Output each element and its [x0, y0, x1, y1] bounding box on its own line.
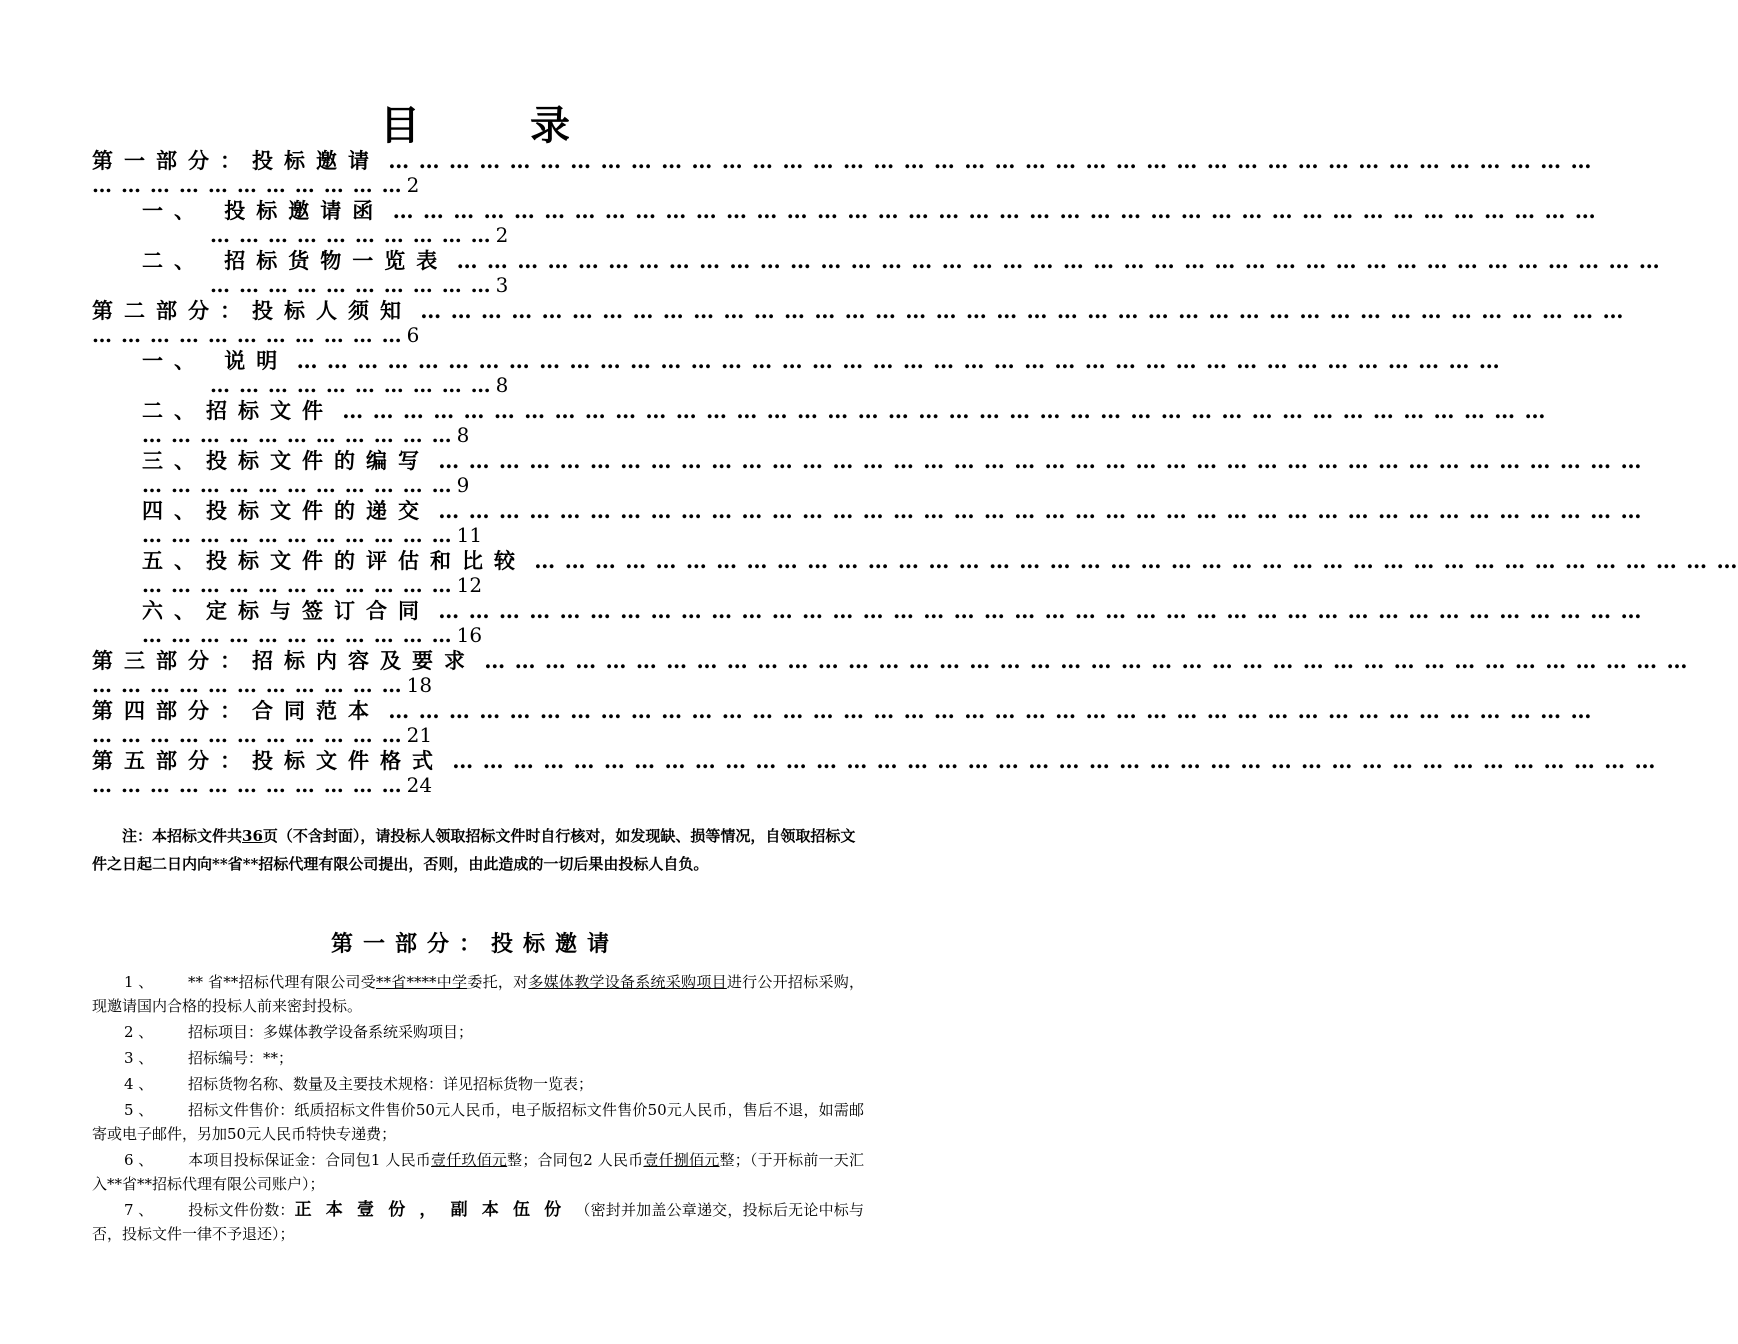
toc-entry-label: 第四部分：合同范本 — [92, 698, 380, 723]
toc-leader-dots: … … … … … … … … … … … — [92, 173, 403, 197]
toc-page-number: 16 — [456, 623, 483, 647]
toc-leader-dots: … … … … … … … … … … — [210, 373, 492, 397]
toc-entry-label: 第一部分：投标邀请 — [92, 148, 380, 173]
note-paragraph — [92, 822, 862, 878]
list-item — [92, 1020, 864, 1044]
toc-entry[interactable] — [92, 398, 1547, 448]
toc-leader-dots: … … … … … … … … … … … … … … … … … … … … … … … … … … … … … … … … … … … … … … … … — [380, 148, 1593, 173]
toc-page-number: 24 — [406, 773, 433, 797]
toc-page-number: 3 — [495, 273, 509, 297]
toc-leader-dots: … … … … … … … … … … … — [142, 473, 453, 497]
toc-entry[interactable] — [92, 148, 1593, 198]
toc-leader-dots: … … … … … … … … … … … … … … … … … … … … … … … … … … … … … … … … … … … … … … … … — [430, 448, 1643, 473]
note-page-count: 36 — [242, 827, 263, 845]
toc-leader-dots: … … … … … … … … … … … … … … … … … … … … … … … … … … … … … … … … … … … … … … … … — [448, 248, 1661, 273]
deposit-amount-2: 壹仟捌佰元 — [643, 1151, 720, 1169]
toc-leader-dots: … … … … … … … … … … … — [142, 523, 453, 547]
toc-entry[interactable] — [92, 448, 1643, 498]
item-text: 投标文件份数： — [188, 1201, 295, 1219]
toc-leader-dots: … … … … … … … … … … — [210, 223, 492, 247]
toc-leader-dots: … … … … … … … … … … … … … … … … … … … … … … … … … … … … … … … … … … … … … … … … — [526, 548, 1738, 573]
item-text: 招标货物名称、数量及主要技术规格：详见招标货物一览表； — [188, 1075, 594, 1093]
toc-leader-dots: … … … … … … … … … … … — [92, 723, 403, 747]
toc-leader-dots: … … … … … … … … … … … — [142, 623, 453, 647]
item-text: 整；合同包2 人民币 — [507, 1151, 644, 1169]
toc-entry-label: 三、投标文件的编写 — [142, 448, 430, 473]
toc-entry-label: 二、招标文件 — [142, 398, 334, 423]
client-name: **省****中学 — [375, 973, 468, 991]
invitation-body — [92, 970, 864, 1248]
deposit-amount-1: 壹仟玖佰元 — [431, 1151, 508, 1169]
toc-leader-dots: … … … … … … … … … … … … … … … … … … … … … … … … … … … … … … … … … … … … … … … … — [476, 648, 1689, 673]
toc-page-number: 6 — [406, 323, 420, 347]
item-text: 进行公开招标采购，现邀请国内合格的投标人前来密封投标。 — [92, 973, 864, 1015]
toc-leader-dots: … … … … … … … … … … … … … … … … … … … … … … … … … … … … … … … … … … … … … … … … — [430, 498, 1643, 523]
toc-leader-dots: … … … … … … … … … … … … … … … … … … … … … … … … … … … … … … … … … … … … … … … … — [412, 298, 1625, 323]
toc-entry-label: 第二部分：投标人须知 — [92, 298, 412, 323]
item-number: 7 、 — [124, 1201, 154, 1219]
toc-entry[interactable] — [92, 598, 1643, 648]
toc-leader-dots: … … … … … … … … … … … — [142, 573, 453, 597]
item-text: 招标编号：**； — [188, 1049, 294, 1067]
item-number: 5 、 — [124, 1101, 154, 1119]
item-text: 整；（于开标前一天汇入**省**招标代理有限公司账户）； — [92, 1151, 864, 1193]
toc-leader-dots: … … … … … … … … … … … … … … … … … … … … … … … … … … … … … … … … … … … … … … … … — [334, 398, 1547, 423]
toc-page-number: 12 — [456, 573, 483, 597]
toc-entry-label: 二、 招标货物一览表 — [142, 248, 449, 273]
toc-leader-dots: … … … … … … … … … … … … … … … … … … … … … … … … … … … … … … … … … … … … … … … … — [384, 198, 1597, 223]
item-number: 2 、 — [124, 1023, 154, 1041]
item-text: 委托，对 — [467, 973, 529, 991]
toc-title: 目 录 — [380, 102, 618, 149]
list-item — [92, 970, 864, 1018]
toc-page-number: 2 — [495, 223, 509, 247]
toc-entry[interactable] — [92, 198, 1597, 248]
copies-count: 正本壹份，副本伍份 — [294, 1200, 576, 1220]
toc-entry[interactable] — [92, 748, 1657, 798]
item-text: 本项目投标保证金：合同包1 人民币 — [188, 1151, 432, 1169]
toc-leader-dots: … … … … … … … … … … … — [142, 423, 453, 447]
table-of-contents — [92, 148, 1738, 798]
toc-leader-dots: … … … … … … … … … … … … … … … … … … … … … … … … … … … … … … … … … … … … … … … … — [380, 698, 1593, 723]
toc-entry-label: 第三部分：招标内容及要求 — [92, 648, 476, 673]
toc-entry[interactable] — [92, 248, 1661, 298]
toc-entry[interactable] — [92, 298, 1625, 348]
toc-entry[interactable] — [92, 698, 1593, 748]
toc-page-number: 9 — [456, 473, 470, 497]
list-item — [92, 1046, 864, 1070]
toc-entry-label: 第五部分：投标文件格式 — [92, 748, 444, 773]
item-number: 3 、 — [124, 1049, 154, 1067]
toc-leader-dots: … … … … … … … … … … … — [92, 323, 403, 347]
toc-leader-dots: … … … … … … … … … … … … … … … … … … … … … … … … … … … … … … … … … … … … … … … … — [430, 598, 1643, 623]
toc-page-number: 8 — [495, 373, 509, 397]
section-title: 第一部分：投标邀请 — [330, 931, 619, 957]
toc-entry-label: 六、定标与签订合同 — [142, 598, 430, 623]
toc-entry-label: 五、投标文件的评估和比较 — [142, 548, 526, 573]
toc-entry[interactable] — [92, 498, 1643, 548]
toc-page-number: 21 — [406, 723, 433, 747]
toc-page-number: 11 — [456, 523, 483, 547]
toc-page-number: 18 — [406, 673, 433, 697]
toc-leader-dots: … … … … … … … … … … … … … … … … … … … … … … … … … … … … … … … … … … … … … … … … — [288, 348, 1501, 373]
list-item — [92, 1198, 864, 1246]
toc-entry[interactable] — [92, 548, 1738, 598]
toc-leader-dots: … … … … … … … … … … … … … … … … … … … … … … … … … … … … … … … … … … … … … … … … — [444, 748, 1657, 773]
toc-entry[interactable] — [92, 648, 1689, 698]
item-number: 6 、 — [124, 1151, 154, 1169]
list-item — [92, 1072, 864, 1096]
toc-page-number: 8 — [456, 423, 470, 447]
note-suffix: 页（不含封面），请投标人领取招标文件时自行核对，如发现缺、损等情况，自领取招标文件之日起二日内向**省**招标代理有限公司提出，否则，由此造成的一切后果由投标人自负。 — [92, 827, 856, 873]
toc-entry[interactable] — [92, 348, 1501, 398]
item-text: （密封并加盖公章递交，投标后无论中标与否，投标文件一律不予退还）； — [92, 1201, 864, 1243]
toc-entry-label: 一、 说明 — [142, 348, 289, 373]
item-text: 招标文件售价：纸质招标文件售价50元人民币，电子版招标文件售价50元人民币，售后不退，如需邮寄或电子邮件，另加50元人民币特快专递费； — [92, 1101, 864, 1143]
project-name: 多媒体教学设备系统采购项目 — [528, 973, 727, 991]
toc-entry-label: 一、 投标邀请函 — [142, 198, 385, 223]
item-text: ** 省**招标代理有限公司受 — [188, 973, 376, 991]
toc-leader-dots: … … … … … … … … … … … — [92, 773, 403, 797]
toc-page-number: 2 — [406, 173, 420, 197]
toc-entry-label: 四、投标文件的递交 — [142, 498, 430, 523]
toc-leader-dots: … … … … … … … … … … … — [92, 673, 403, 697]
item-number: 4 、 — [124, 1075, 154, 1093]
note-prefix: 注：本招标文件共 — [122, 827, 243, 845]
item-number: 1 、 — [124, 973, 154, 991]
list-item — [92, 1148, 864, 1196]
item-text: 招标项目：多媒体教学设备系统采购项目； — [188, 1023, 474, 1041]
toc-leader-dots: … … … … … … … … … … — [210, 273, 492, 297]
list-item — [92, 1098, 864, 1146]
